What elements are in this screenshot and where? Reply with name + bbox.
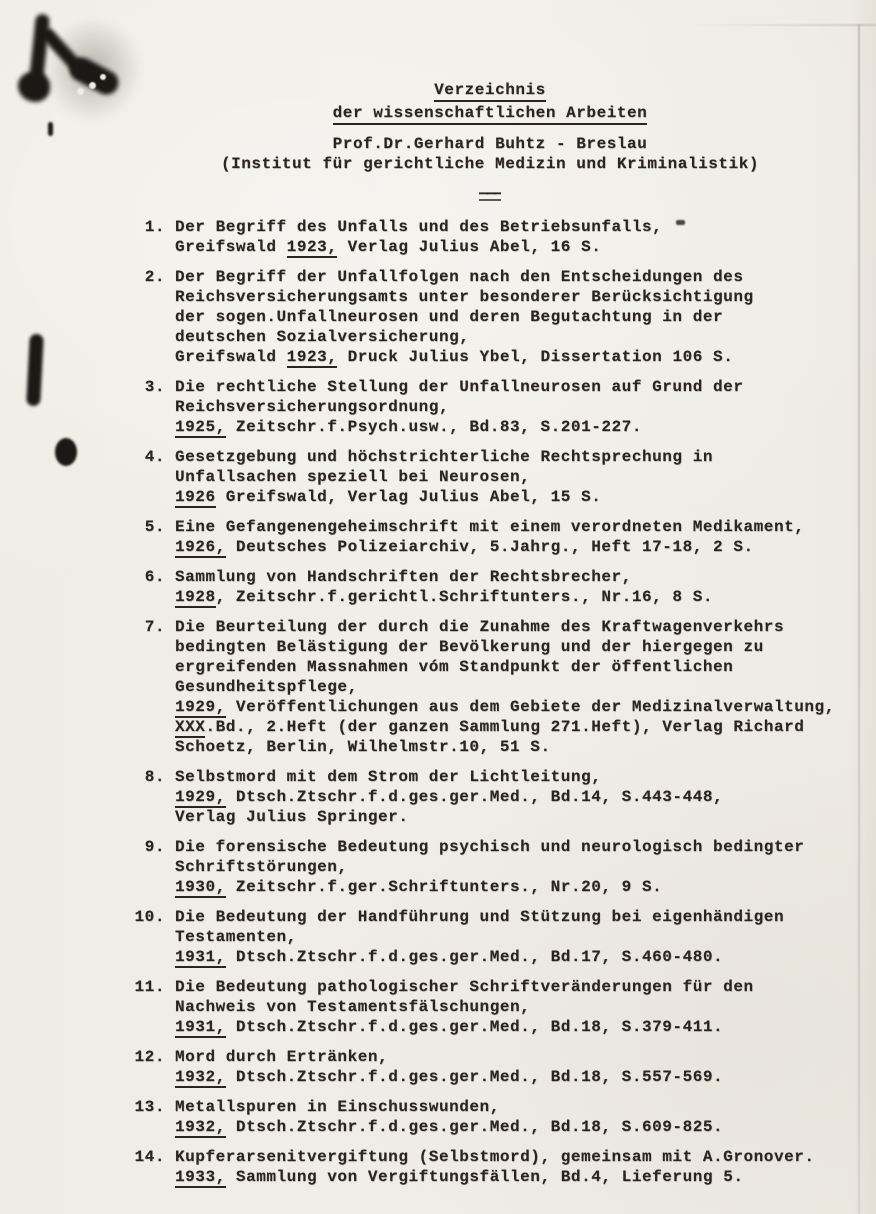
publication-item [125,837,855,897]
item-text [175,217,662,257]
text-segment: Deutsches Polizeiarchiv, 5.Jahrg., Heft 17-18, 2 S. [225,538,754,556]
text-line [175,617,835,637]
text-line [175,857,804,877]
subtitle-text: der wissenschaftlichen Arbeiten [333,103,648,125]
publication-list [125,217,855,1187]
author-line: Prof.Dr.Gerhard Buhtz - Breslau [332,135,648,153]
item-number: 3. [144,378,165,396]
underlined-text: 1929, [175,788,226,806]
text-line [175,977,754,997]
text-segment: Dtsch.Ztschr.f.d.ges.ger.Med., Bd.18, S.379-411. [225,1018,724,1036]
text-segment: Druck Julius Ybel, Dissertation 106 S. [337,348,734,366]
text-line [175,907,784,927]
ink-dot-left-margin [55,438,77,466]
text-line [175,837,804,857]
underlined-text: 1923, [286,238,338,256]
text-segment: Selbstmord mit dem Strom der Lichtleitung, [175,768,602,786]
text-line [175,1147,815,1167]
text-segment: Unfallsachen speziell bei Neurosen, [175,468,531,486]
underlined-text: 1925, [175,418,226,436]
item-number: 2. [144,268,165,286]
document-header [125,80,855,207]
item-number: 5. [144,518,165,536]
text-segment: Die forensische Bedeutung psychisch und neurologisch bedingter [175,838,805,856]
publication-item [125,907,855,967]
text-line [175,287,754,307]
publication-item [125,1047,855,1087]
text-segment: Gesetzgebung und höchstrichterliche Rechtsprechung in [175,448,714,466]
item-number: 1. [144,218,165,236]
underlined-text: 1931, [175,1018,226,1036]
text-segment: Der Begriff des Unfalls und des Betriebsunfalls, [175,218,663,236]
text-segment: Reichsversicherungsamts unter besonderer Berücksichtigung [175,288,754,306]
text-line [175,1167,815,1187]
text-segment: Reichsversicherungsordnung, [175,398,450,416]
publication-item [125,767,855,827]
text-segment: Der Begriff der Unfallfolgen nach den Entscheidungen des [175,268,744,286]
text-segment: Dtsch.Ztschr.f.d.ges.ger.Med., Bd.18, S.609-825. [225,1118,724,1136]
text-segment: Schoetz, Berlin, Wilhelmstr.10, 51 S. [175,738,551,756]
underlined-text: 1930, [175,878,226,896]
title-text: Verzeichnis [434,80,546,102]
text-segment: Metallspuren in Einschusswunden, [175,1098,500,1116]
text-segment: Schriftstörungen, [175,858,348,876]
underlined-text: 1929, [175,698,226,716]
text-line [175,467,713,487]
text-line [175,697,835,717]
text-segment: Testamenten, [175,928,297,946]
item-text [175,977,754,1037]
text-segment: Gesundheitspflege, [175,678,358,696]
title-line-2 [125,103,855,125]
page-edge-right [858,24,860,1214]
text-line [175,767,723,787]
page-edge-top [688,24,876,26]
text-line [175,567,713,587]
underlined-text: 1932, [175,1118,226,1136]
text-line [175,677,835,697]
publication-item [125,1147,855,1187]
text-segment: Veröffentlichungen aus dem Gebiete der Medizinalverwaltung, [225,698,835,716]
text-line [175,377,744,397]
underlined-text: 1926 [175,488,216,506]
text-line [175,807,723,827]
text-line [175,997,754,1017]
text-line [175,1067,723,1087]
text-line [175,1047,723,1067]
underlined-text: 1923, [286,348,338,366]
text-line [175,787,723,807]
text-segment: Verlag Julius Springer. [175,808,409,826]
underlined-text: 1928 [175,588,216,606]
text-segment: , Zeitschr.f.gerichtl.Schriftunters., Nr.16, 8 S. [215,588,714,606]
institute-line: (Institut für gerichtliche Medizin und Kriminalistik) [220,155,760,173]
text-segment: Sammlung von Vergiftungsfällen, Bd.4, Lieferung 5. [225,1168,744,1186]
text-segment: ergreifenden Massnahmen vóm Standpunkt der öffentlichen [175,658,734,676]
text-segment: Dtsch.Ztschr.f.d.ges.ger.Med., Bd.18, S.557-569. [225,1068,724,1086]
text-segment: .Bd., 2.Heft (der ganzen Sammlung 271.Heft), Verlag Richard [205,718,805,736]
text-segment: Zeitschr.f.Psych.usw., Bd.83, S.201-227. [225,418,642,436]
text-line [175,1097,723,1117]
item-number: 14. [134,1148,165,1166]
text-segment: Greifswald [175,348,287,366]
item-number: 12. [134,1048,165,1066]
item-number: 13. [134,1098,165,1116]
item-number: 6. [144,568,165,586]
text-line [175,1117,723,1137]
text-segment: Die rechtliche Stellung der Unfallneurosen auf Grund der [175,378,744,396]
text-segment: Kupferarsenitvergiftung (Selbstmord), gemeinsam mit A.Gronover. [175,1148,815,1166]
text-line [175,927,784,947]
item-number: 4. [144,448,165,466]
text-segment: Mord durch Ertränken, [175,1048,389,1066]
item-text [175,267,754,367]
text-line [175,517,804,537]
text-segment: Verlag Julius Abel, 16 S. [337,238,602,256]
underlined-text: XXX [175,718,206,736]
text-line [175,877,804,897]
item-number: 8. [144,768,165,786]
publication-item [125,447,855,507]
item-text [175,837,804,897]
item-text [175,567,713,607]
text-line [175,217,662,237]
item-number: 11. [134,978,165,996]
text-segment: Die Beurteilung der durch die Zunahme des Kraftwagenverkehrs [175,618,785,636]
text-line [175,327,754,347]
item-text [175,907,784,967]
text-line [175,447,713,467]
item-text [175,1047,723,1087]
text-line [175,587,713,607]
text-line [175,737,835,757]
text-segment: Dtsch.Ztschr.f.d.ges.ger.Med., Bd.17, S.460-480. [225,948,724,966]
item-text [175,617,835,757]
text-line [175,947,784,967]
separator-row [125,187,855,207]
item-text [175,447,713,507]
publication-item [125,377,855,437]
underlined-text: 1932, [175,1068,226,1086]
separator-mark: ——— [478,187,502,201]
title-line-1 [125,80,855,102]
text-segment: Eine Gefangenengeheimschrift mit einem verordneten Medikament, [175,518,805,536]
publication-item [125,217,855,257]
publication-item [125,267,855,367]
text-line [175,347,754,367]
text-line [175,657,835,677]
text-segment: Die Bedeutung der Handführung und Stützung bei eigenhändigen [175,908,785,926]
text-segment: bedingten Belästigung der Bevölkerung und der hiergegen zu [175,638,764,656]
item-text [175,377,744,437]
text-segment: Sammlung von Handschriften der Rechtsbrecher, [175,568,632,586]
item-number: 10. [134,908,165,926]
text-line [175,717,835,737]
text-segment: deutschen Sozialversicherung, [175,328,470,346]
text-segment: Dtsch.Ztschr.f.d.ges.ger.Med., Bd.14, S.443-448, [225,788,724,806]
text-segment: der sogen.Unfallneurosen und deren Begutachtung in der [175,308,724,326]
text-segment: Die Bedeutung pathologischer Schriftveränderungen für den [175,978,754,996]
publication-item [125,567,855,607]
item-text [175,1147,815,1187]
text-line [175,417,744,437]
text-line [175,267,754,287]
publication-item [125,617,855,757]
item-text [175,767,723,827]
publication-item [125,517,855,557]
text-segment: Greifswald [175,238,287,256]
text-segment: Greifswald, Verlag Julius Abel, 15 S. [215,488,602,506]
text-line [175,307,754,327]
text-line [175,487,713,507]
underlined-text: 1931, [175,948,226,966]
text-line [175,1017,754,1037]
item-text [175,517,804,557]
text-line [175,537,804,557]
text-line [175,397,744,417]
underlined-text: 1933, [175,1168,226,1186]
text-segment: Nachweis von Testamentsfälschungen, [175,998,531,1016]
underlined-text: 1926, [175,538,226,556]
text-line [175,637,835,657]
item-number: 9. [144,838,165,856]
publication-item [125,1097,855,1137]
item-number: 7. [144,618,165,636]
text-line [175,237,662,257]
publication-item [125,977,855,1037]
text-segment: Zeitschr.f.ger.Schriftunters., Nr.20, 9 S. [225,878,663,896]
item-text [175,1097,723,1137]
